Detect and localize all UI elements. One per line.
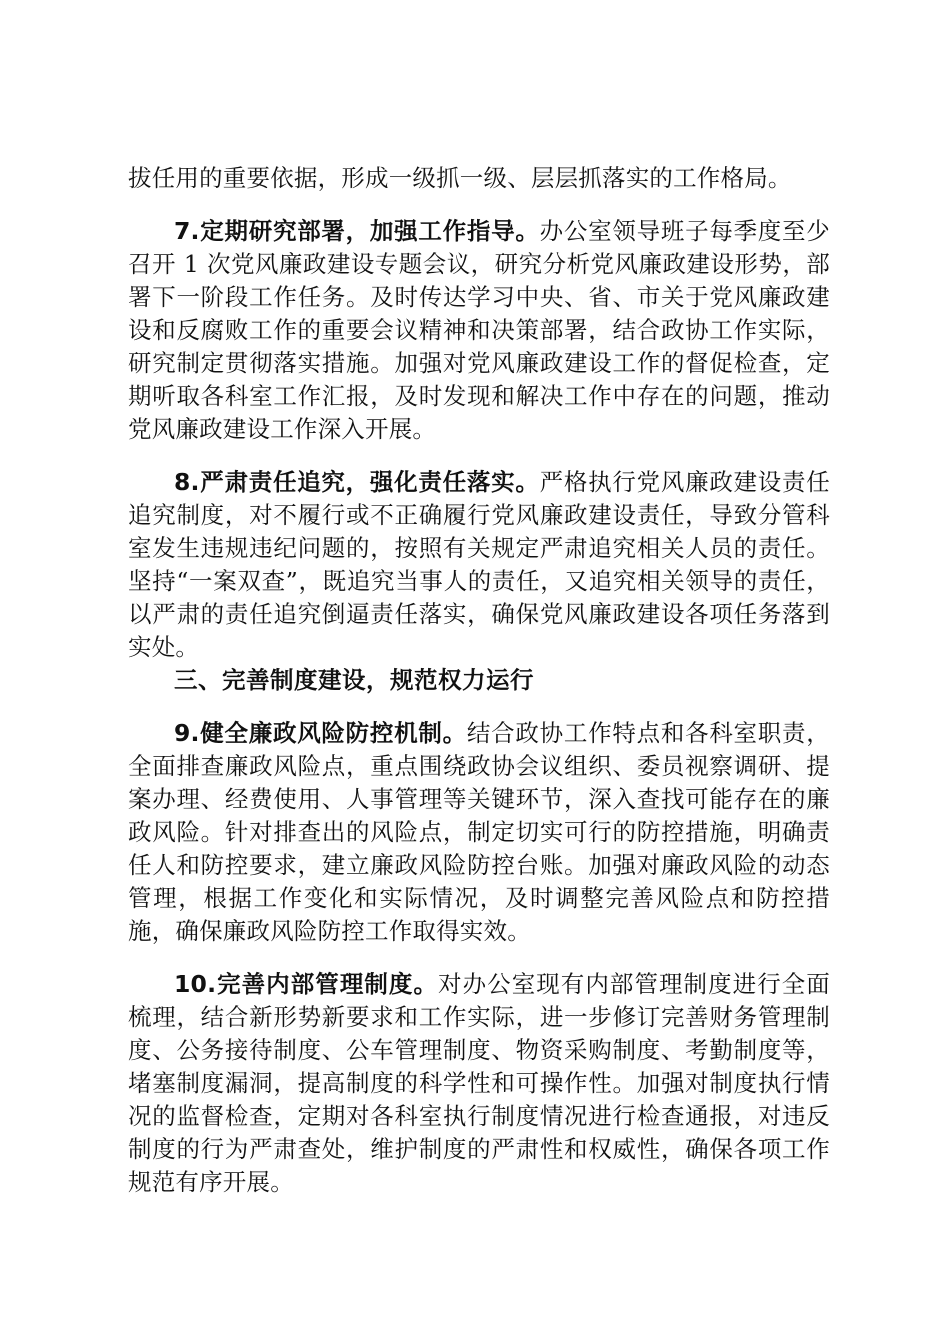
item-7-heading: 7.定期研究部署，加强工作指导。 bbox=[174, 217, 540, 245]
document-page bbox=[128, 162, 830, 1199]
item-9-heading: 9.健全廉政风险防控机制。 bbox=[174, 719, 467, 747]
continued-paragraph: 拔任用的重要依据，形成一级抓一级、层层抓落实的工作格局。 bbox=[128, 164, 792, 192]
item-7-body: 办公室领导班子每季度至少召开 1 次党风廉政建设专题会议，研究分析党风廉政建设形势，部署下一阶段工作任务。及时传达学习中央、省、市关于党风廉政建设和反腐败工作的重要会议精神和决策部署，结合政协工作实际，研究制定贯彻落实措施。加强对党风廉政建设工作的督促检查，定期听取各科室工作汇报，及时发现和解决工作中存在的问题，推动党风廉政建设工作深入开展。 bbox=[128, 217, 830, 443]
item-10-paragraph bbox=[128, 968, 830, 1199]
item-8-paragraph bbox=[128, 466, 830, 664]
item-9-body: 结合政协工作特点和各科室职责，全面排查廉政风险点，重点围绕政协会议组织、委员视察调研、提案办理、经费使用、人事管理等关键环节，深入查找可能存在的廉政风险。针对排查出的风险点，制定切实可行的防控措施，明确责任人和防控要求，建立廉政风险防控台账。加强对廉政风险的动态管理，根据工作变化和实际情况，及时调整完善风险点和防控措施，确保廉政风险防控工作取得实效。 bbox=[128, 719, 830, 945]
item-10-heading: 10.完善内部管理制度。 bbox=[174, 970, 439, 998]
section-3-heading: 三、完善制度建设，规范权力运行 bbox=[174, 666, 534, 694]
item-8-heading: 8.严肃责任追究，强化责任落实。 bbox=[174, 468, 540, 496]
item-10-body: 对办公室现有内部管理制度进行全面梳理，结合新形势新要求和工作实际，进一步修订完善财务管理制度、公务接待制度、公车管理制度、物资采购制度、考勤制度等，堵塞制度漏洞，提高制度的科学性和可操作性。加强对制度执行情况的监督检查，定期对各科室执行制度情况进行检查通报，对违反制度的行为严肃查处，维护制度的严肃性和权威性，确保各项工作规范有序开展。 bbox=[128, 970, 831, 1196]
item-7-paragraph bbox=[128, 215, 830, 446]
item-9-paragraph bbox=[128, 717, 830, 948]
item-8-body: 严格执行党风廉政建设责任追究制度，对不履行或不正确履行党风廉政建设责任，导致分管科室发生违规违纪问题的，按照有关规定严肃追究相关人员的责任。坚持“一案双查”，既追究当事人的责任，又追究相关领导的责任，以严肃的责任追究倒逼责任落实，确保党风廉政建设各项任务落到实处。 bbox=[128, 468, 830, 661]
